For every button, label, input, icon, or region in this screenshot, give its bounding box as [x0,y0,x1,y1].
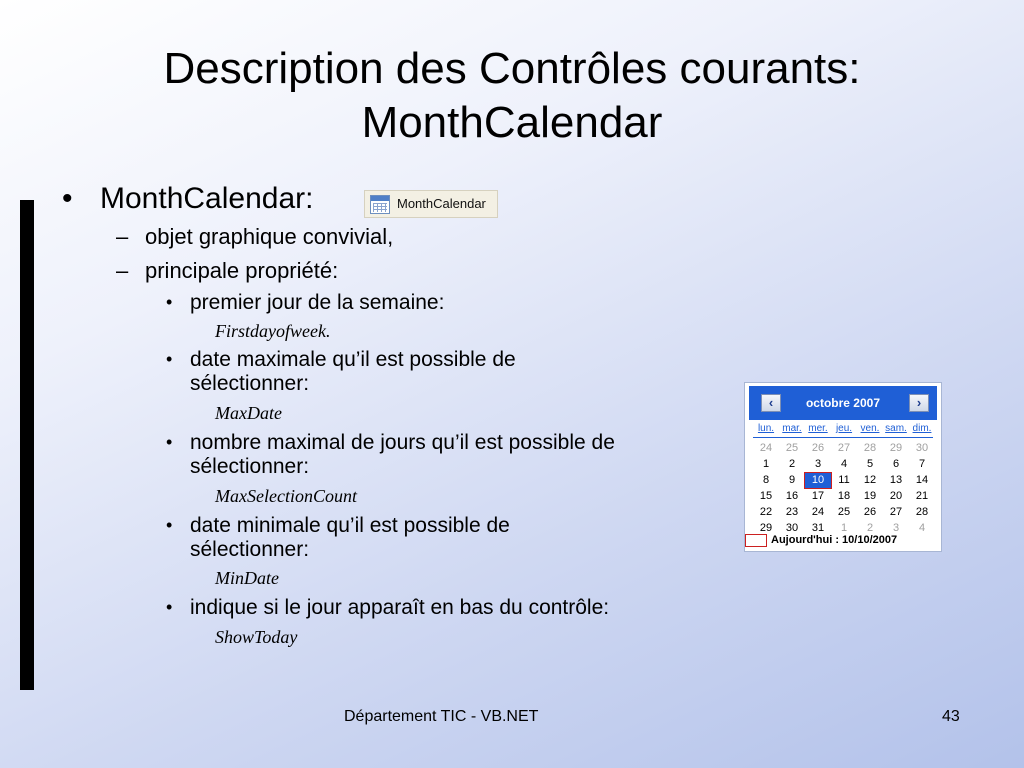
property-description: premier jour de la semaine: [190,291,445,314]
calendar-day-cell[interactable]: 29 [889,442,903,454]
main-bullet-text: MonthCalendar: [100,182,314,215]
calendar-day-name: jeu. [835,423,853,434]
calendar-day-cell[interactable]: 29 [759,522,773,534]
calendar-day-cell[interactable]: 3 [814,458,822,470]
chevron-right-icon[interactable]: › [909,394,929,412]
today-marker [745,534,767,547]
bullet-dot-icon: • [62,182,73,215]
calendar-day-cell[interactable]: 30 [915,442,929,454]
calendar-day-names [753,423,933,438]
calendar-day-cell[interactable]: 24 [811,506,825,518]
calendar-day-cell[interactable]: 1 [840,522,848,534]
calendar-day-cell[interactable]: 28 [863,442,877,454]
calendar-day-cell[interactable]: 22 [759,506,773,518]
slide-title-line2: MonthCalendar [361,98,663,147]
calendar-icon [370,195,390,214]
bullet-dot-icon: • [166,349,173,369]
sub-item-text: principale propriété: [145,258,339,283]
bullet-dot-icon: • [166,597,173,617]
calendar-day-name: mar. [782,423,802,434]
calendar-day-cell[interactable]: 4 [918,522,926,534]
calendar-day-cell[interactable]: 3 [892,522,900,534]
slide-title-line1: Description des Contrôles courants: [163,44,861,93]
calendar-day-cell[interactable]: 7 [918,458,926,470]
calendar-day-cell[interactable]: 30 [785,522,799,534]
property-description: date minimale qu’il est possible de sélectionner: [190,514,510,561]
dash-bullet-icon: – [116,258,129,283]
calendar-day-name: sam. [885,423,907,434]
calendar-day-cell[interactable]: 23 [785,506,799,518]
calendar-day-cell[interactable]: 24 [759,442,773,454]
calendar-day-cell[interactable]: 31 [811,522,825,534]
calendar-day-cell[interactable]: 11 [838,474,850,486]
page-number: 43 [942,708,960,725]
footer-text: Département TIC - VB.NET [344,708,539,725]
calendar-day-cell[interactable]: 15 [759,490,773,502]
bullet-dot-icon: • [166,432,173,452]
calendar-day-cell[interactable]: 25 [785,442,799,454]
property-description: date maximale qu’il est possible de sélectionner: [190,348,516,395]
calendar-day-cell[interactable]: 13 [889,474,903,486]
calendar-day-cell[interactable]: 5 [866,458,874,470]
calendar-today-row[interactable] [745,533,941,549]
calendar-day-cell[interactable]: 8 [762,474,770,486]
calendar-day-cell[interactable]: 27 [889,506,903,518]
property-name: MaxSelectionCount [215,486,357,506]
calendar-day-cell[interactable]: 21 [915,490,929,502]
sub-item-text: objet graphique convivial, [145,224,394,249]
calendar-today-label: Aujourd'hui : 10/10/2007 [771,534,898,546]
calendar-day-cell[interactable]: 27 [837,442,851,454]
calendar-day-cell[interactable]: 10 [805,473,831,488]
calendar-day-cell[interactable]: 2 [866,522,874,534]
calendar-day-cell[interactable]: 26 [811,442,825,454]
bullet-dot-icon: • [166,515,173,535]
bullet-dot-icon: • [166,292,173,312]
calendar-day-name: dim. [912,423,932,434]
calendar-day-name: ven. [860,423,880,434]
calendar-day-cell[interactable]: 26 [863,506,877,518]
calendar-day-cell[interactable]: 2 [788,458,796,470]
property-description: nombre maximal de jours qu’il est possible de sélectionner: [190,431,615,478]
month-calendar [744,382,942,552]
chevron-left-icon[interactable]: ‹ [761,394,781,412]
calendar-day-cell[interactable]: 9 [788,474,796,486]
calendar-day-cell[interactable]: 14 [915,474,929,486]
calendar-day-cell[interactable]: 16 [785,490,799,502]
calendar-day-cell[interactable]: 1 [762,458,770,470]
calendar-day-cell[interactable]: 18 [837,490,851,502]
property-description: indique si le jour apparaît en bas du contrôle: [190,596,610,619]
property-name: ShowToday [215,627,298,647]
property-name: Firstdayofweek. [215,321,331,341]
calendar-day-cell[interactable]: 12 [863,474,877,486]
dash-bullet-icon: – [116,224,129,249]
calendar-header [749,386,937,420]
calendar-day-cell[interactable]: 28 [915,506,929,518]
calendar-day-cell[interactable]: 25 [837,506,851,518]
calendar-day-cell[interactable]: 4 [840,458,848,470]
toolbox-monthcalendar-item [364,190,498,218]
calendar-day-name: mer. [808,423,828,434]
calendar-day-cell[interactable]: 17 [811,490,825,502]
calendar-month-label: octobre 2007 [805,396,881,410]
toolbox-item-label: MonthCalendar [397,196,486,211]
property-name: MinDate [215,568,279,588]
calendar-day-cell[interactable]: 6 [892,458,900,470]
property-name: MaxDate [215,403,282,423]
calendar-day-cell[interactable]: 20 [889,490,903,502]
calendar-day-cell[interactable]: 19 [863,490,877,502]
calendar-day-name: lun. [757,423,775,434]
